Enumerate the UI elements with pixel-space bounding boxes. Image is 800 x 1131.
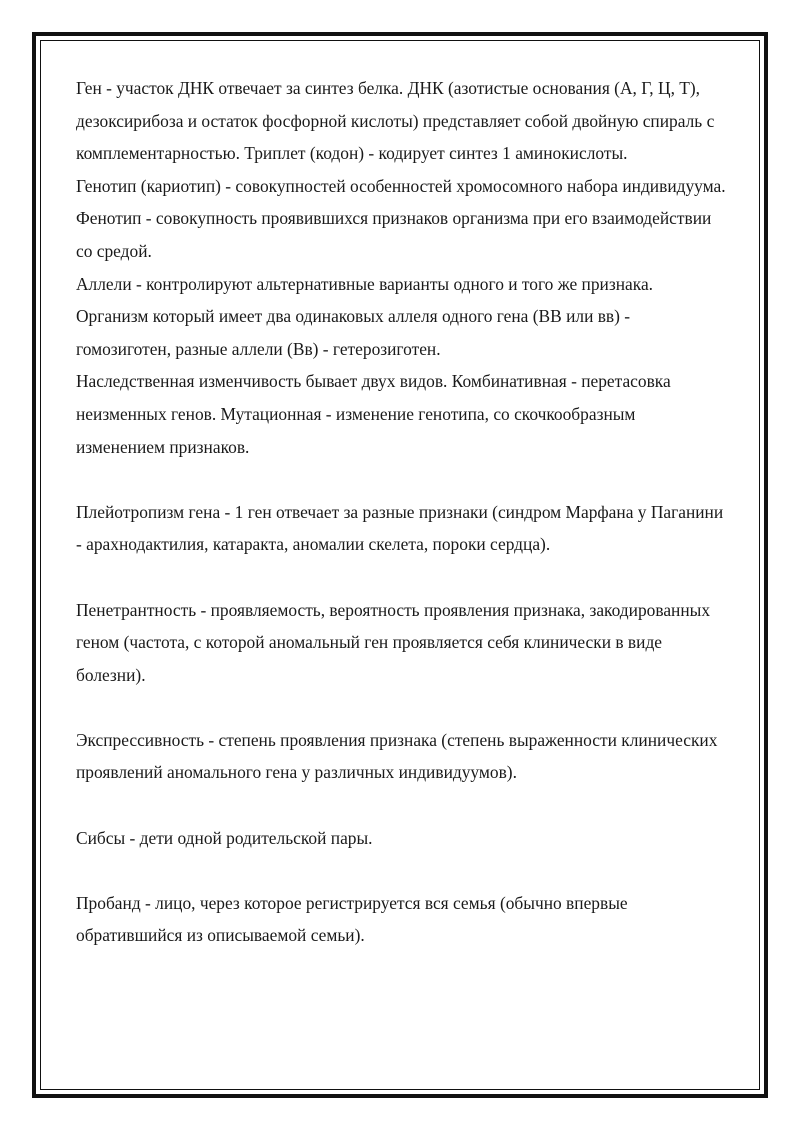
paragraph-variability: Наследственная изменчивость бывает двух видов. Комбинативная - перетасовка неизменных генов. Мутационная - изменение генотипа, со скочкообразным изменением признаков. xyxy=(76,371,671,457)
paragraph-penetrance: Пенетрантность - проявляемость, вероятность проявления признака, закодированных геном (частота, с которой аномальный ген проявляется себя клинически в виде болезни). xyxy=(76,599,711,685)
paragraph-gene: Ген - участок ДНК отвечает за синтез белка. ДНК (азотистые основания (А, Г, Ц, Т), дезоксирибоза и остаток фосфорной кислоты) представляет собой двойную спираль с комплементарностью. Триплет (кодон) - кодирует синтез 1 аминокислоты. xyxy=(76,78,715,164)
paragraph-proband: Пробанд - лицо, через которое регистрируется вся семья (обычно впервые обратившийся из описываемой семьи). xyxy=(76,892,628,946)
paragraph-alleles: Аллели - контролируют альтернативные варианты одного и того же признака. Организм который имеет два одинаковых аллеля одного гена (ВВ или вв) - гомозиготен, разные аллели (Вв) - гетерозиготен. xyxy=(76,273,654,359)
paragraph-genotype: Генотип (кариотип) - совокупностей особенностей хромосомного набора индивидуума. Фенотип - совокупность проявившихся признаков организма при его взаимодействии со средой. xyxy=(76,175,726,261)
paragraph-expressivity: Экспрессивность - степень проявления признака (степень выраженности клинических проявлений аномального гена у различных индивидуумов). xyxy=(76,729,718,783)
paragraph-pleiotropy: Плейотропизм гена - 1 ген отвечает за разные признаки (синдром Марфана у Паганини - арахнодактилия, катаракта, аномалии скелета, пороки сердца). xyxy=(76,501,724,555)
document-body xyxy=(76,72,726,952)
paragraph-sibs: Сибсы - дети одной родительской пары. xyxy=(76,827,373,848)
